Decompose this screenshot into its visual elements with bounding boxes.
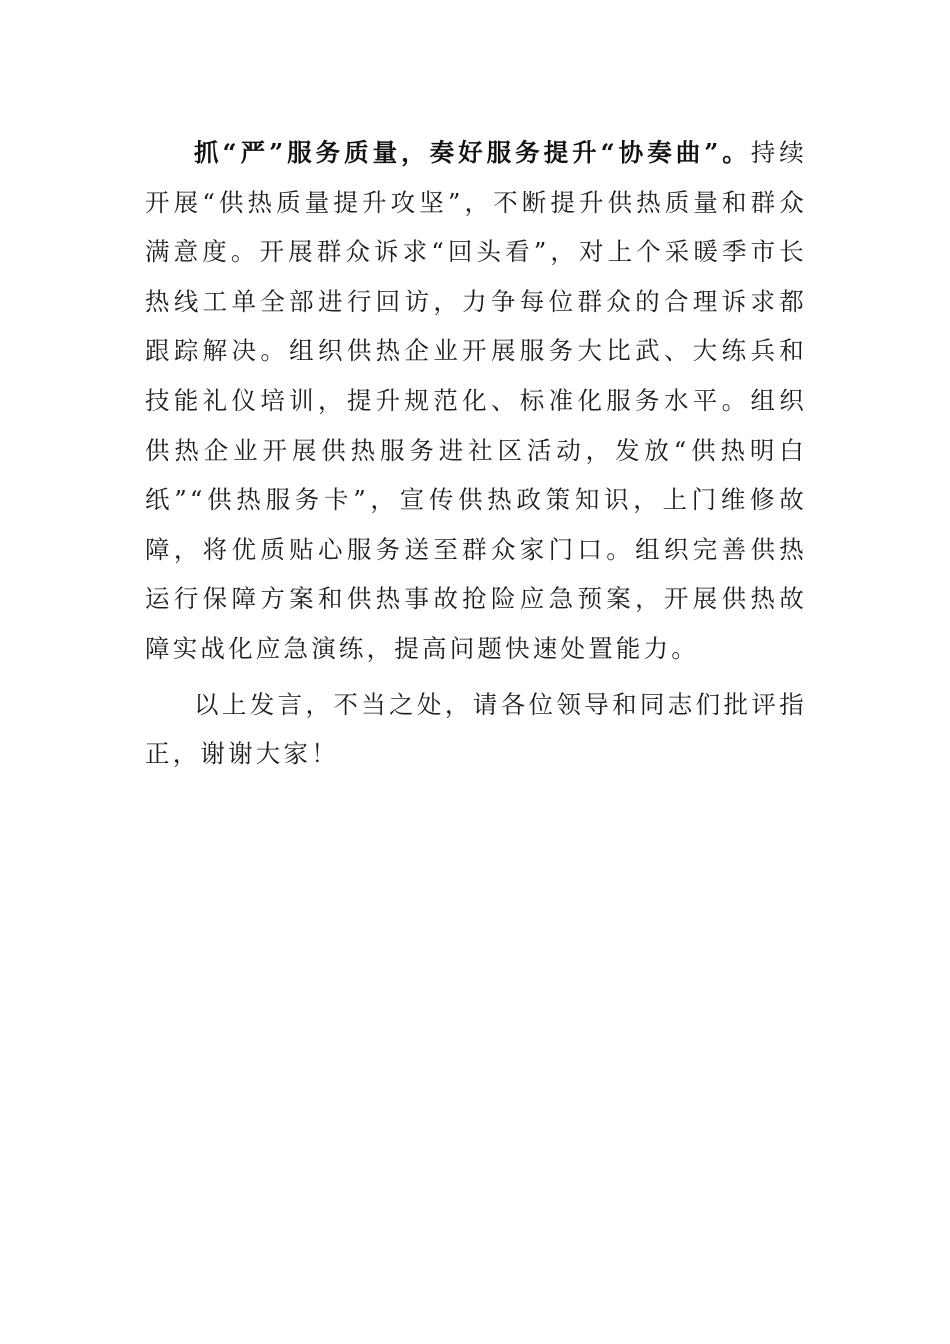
document-body [145, 128, 807, 779]
paragraph-closing-remarks [145, 680, 807, 779]
paragraph-heating-service [145, 128, 807, 674]
paragraph-lead-heading: 抓“严”服务质量，奏好服务提升“协奏曲”。 [194, 138, 751, 167]
paragraph-body-text: 持续开展“供热质量提升攻坚”，不断提升供热质量和群众满意度。开展群众诉求“回头看”，对上个采暖季市长热线工单全部进行回访，力争每位群众的合理诉求都跟踪解决。组织供热企业开展服务大比武、大练兵和技能礼仪培训，提升规范化、标准化服务水平。组织供热企业开展供热服务进社区活动，发放“供热明白纸”“供热服务卡”，宣传供热政策知识，上门维修故障，将优质贴心服务送至群众家门口。组织完善供热运行保障方案和供热事故抢险应急预案，开展供热故障实战化应急演练，提高问题快速处置能力。 [145, 138, 807, 663]
closing-text: 以上发言，不当之处，请各位领导和同志们批评指正，谢谢大家！ [145, 689, 807, 769]
